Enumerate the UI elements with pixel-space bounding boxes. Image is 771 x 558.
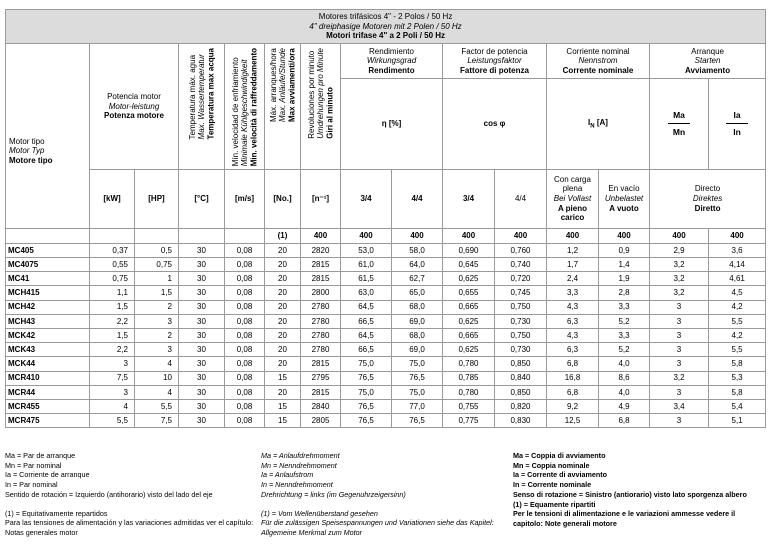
cell-e34: 64,5 bbox=[341, 328, 392, 342]
cell-iain: 4,2 bbox=[709, 300, 766, 314]
cell-c34: 0,665 bbox=[443, 328, 495, 342]
cell-kw: 7,5 bbox=[90, 371, 135, 385]
table-row bbox=[6, 300, 766, 314]
cell-mamn: 3,2 bbox=[650, 258, 709, 272]
table-row bbox=[6, 314, 766, 328]
cell-iain: 5,4 bbox=[709, 399, 766, 413]
cell-ifl: 2,4 bbox=[547, 272, 599, 286]
cell-mamn: 2,9 bbox=[650, 243, 709, 257]
cell-rpm: 2805 bbox=[301, 414, 341, 428]
table-title bbox=[6, 10, 766, 44]
cell-e44: 77,0 bbox=[392, 399, 443, 413]
cell-iain: 5,1 bbox=[709, 414, 766, 428]
cell-t: 30 bbox=[179, 385, 225, 399]
title-es: Motores trifásicos 4" - 2 Polos / 50 Hz bbox=[318, 12, 453, 22]
table-row bbox=[6, 399, 766, 413]
cell-ifl: 4,3 bbox=[547, 328, 599, 342]
sub-cos44: 400 bbox=[495, 228, 547, 243]
cell-s: 15 bbox=[265, 399, 301, 413]
cell-t: 30 bbox=[179, 286, 225, 300]
cell-mamn: 3 bbox=[650, 314, 709, 328]
cell-t: 30 bbox=[179, 272, 225, 286]
cell-mamn: 3 bbox=[650, 357, 709, 371]
table-row bbox=[6, 258, 766, 272]
cell-kw: 4 bbox=[90, 399, 135, 413]
cell-rpm: 2795 bbox=[301, 371, 341, 385]
cell-kw: 0,75 bbox=[90, 272, 135, 286]
cell-e34: 61,0 bbox=[341, 258, 392, 272]
power-header: Potencia motor Motor-leistung Potenza motore bbox=[90, 44, 179, 170]
cell-hp: 4 bbox=[135, 357, 179, 371]
cell-mamn: 3 bbox=[650, 300, 709, 314]
sub-starts: (1) bbox=[265, 228, 301, 243]
startup-header: Arranque Starten Avviamento bbox=[650, 44, 766, 79]
cell-e44: 58,0 bbox=[392, 243, 443, 257]
cell-e44: 68,0 bbox=[392, 328, 443, 342]
cell-ifl: 16,8 bbox=[547, 371, 599, 385]
cell-c34: 0,625 bbox=[443, 314, 495, 328]
cell-rpm: 2815 bbox=[301, 272, 341, 286]
cell-c44: 0,750 bbox=[495, 328, 547, 342]
cell-c34: 0,655 bbox=[443, 286, 495, 300]
cell-c34: 0,645 bbox=[443, 258, 495, 272]
sub-ma-mn: 400 bbox=[650, 228, 709, 243]
cell-c34: 0,775 bbox=[443, 414, 495, 428]
table-row bbox=[6, 357, 766, 371]
no-load-header: En vacío Unbelastet A vuoto bbox=[599, 169, 650, 228]
cell-inl: 8,6 bbox=[599, 371, 650, 385]
cell-v: 0,08 bbox=[225, 300, 265, 314]
cell-iain: 5,5 bbox=[709, 314, 766, 328]
cell-inl: 0,9 bbox=[599, 243, 650, 257]
footnotes-de: Ma = Anlaufdrehmoment Mn = Nenndrehmoment Ia = Anlaufstrom In = Nenndrehmoment Drehrichtung = links (im Gegenuhrzeigersinn) (1) = Vom Wellenüberstand gesehen Für die zulässigen Speisespannungen und Variationen siehe das Kapitel: Allgemeine Merkmal zum Motor bbox=[261, 451, 494, 537]
table-row bbox=[6, 371, 766, 385]
starts-header: Máx. arranques/hora Max. Anläufe/Stunde Max avviamenti/ora bbox=[265, 44, 301, 170]
cell-mamn: 3,4 bbox=[650, 399, 709, 413]
header-row-units bbox=[6, 169, 766, 228]
table-row bbox=[6, 328, 766, 342]
cell-e44: 75,0 bbox=[392, 357, 443, 371]
cell-iain: 4,14 bbox=[709, 258, 766, 272]
motor-name-cell: MCR44 bbox=[6, 385, 90, 399]
cell-c34: 0,625 bbox=[443, 272, 495, 286]
cell-mamn: 3,2 bbox=[650, 371, 709, 385]
cell-rpm: 2780 bbox=[301, 328, 341, 342]
cell-c44: 0,820 bbox=[495, 399, 547, 413]
cell-inl: 5,2 bbox=[599, 343, 650, 357]
cell-t: 30 bbox=[179, 258, 225, 272]
cell-v: 0,08 bbox=[225, 399, 265, 413]
cell-s: 20 bbox=[265, 314, 301, 328]
unit-ms: [m/s] bbox=[225, 169, 265, 228]
cell-t: 30 bbox=[179, 399, 225, 413]
cell-ifl: 12,5 bbox=[547, 414, 599, 428]
cell-inl: 4,0 bbox=[599, 357, 650, 371]
cell-rpm: 2840 bbox=[301, 399, 341, 413]
cell-c44: 0,730 bbox=[495, 314, 547, 328]
cell-iain: 4,5 bbox=[709, 286, 766, 300]
cell-t: 30 bbox=[179, 357, 225, 371]
title-it: Motori trifase 4" a 2 Poli / 50 Hz bbox=[326, 31, 446, 41]
cell-e44: 69,0 bbox=[392, 343, 443, 357]
cell-kw: 2,2 bbox=[90, 343, 135, 357]
unit-kw: [kW] bbox=[90, 169, 135, 228]
cell-mamn: 3 bbox=[650, 414, 709, 428]
cell-kw: 5,5 bbox=[90, 414, 135, 428]
table-row bbox=[6, 272, 766, 286]
motor-name-cell: MCR475 bbox=[6, 414, 90, 428]
motor-name-cell: MCH415 bbox=[6, 286, 90, 300]
cell-hp: 7,5 bbox=[135, 414, 179, 428]
cell-iain: 5,3 bbox=[709, 371, 766, 385]
cell-mamn: 3,2 bbox=[650, 272, 709, 286]
cell-ifl: 3,3 bbox=[547, 286, 599, 300]
cell-inl: 4,0 bbox=[599, 385, 650, 399]
cell-kw: 0,55 bbox=[90, 258, 135, 272]
unit-hp: [HP] bbox=[135, 169, 179, 228]
table-row bbox=[6, 343, 766, 357]
velocity-header: Mín. velocidad de enfriamiento Minimale Kühlgeschwindigkeit Min. velocità di raffreddamento bbox=[225, 44, 265, 170]
cell-v: 0,08 bbox=[225, 243, 265, 257]
cell-hp: 10 bbox=[135, 371, 179, 385]
footnotes-it: Ma = Coppia di avviamento Mn = Coppia nominale Ia = Corrente di avviamento In = Corrente nominale Senso di rotazione = Sinistro (antiorario) visto lato sporgenza albero (1) = Equamente ripartiti Per le tensioni di alimentazione e le variazioni ammesse vedere il capitolo: Note generali motore bbox=[513, 451, 747, 528]
sub-ia-in: 400 bbox=[709, 228, 766, 243]
unit-celsius: [°C] bbox=[179, 169, 225, 228]
cell-kw: 1,1 bbox=[90, 286, 135, 300]
cell-c34: 0,785 bbox=[443, 371, 495, 385]
cell-v: 0,08 bbox=[225, 328, 265, 342]
cell-c44: 0,840 bbox=[495, 371, 547, 385]
cell-c44: 0,745 bbox=[495, 286, 547, 300]
eta-44: 4/4 bbox=[392, 169, 443, 228]
cell-c44: 0,740 bbox=[495, 258, 547, 272]
cell-c44: 0,720 bbox=[495, 272, 547, 286]
sub-eta44: 400 bbox=[392, 228, 443, 243]
table-row bbox=[6, 286, 766, 300]
cell-inl: 5,2 bbox=[599, 314, 650, 328]
cell-t: 30 bbox=[179, 414, 225, 428]
cell-e34: 76,5 bbox=[341, 399, 392, 413]
cell-v: 0,08 bbox=[225, 385, 265, 399]
cell-s: 15 bbox=[265, 414, 301, 428]
in-header: $I_N$ [A] bbox=[547, 79, 650, 169]
cell-v: 0,08 bbox=[225, 272, 265, 286]
cell-c34: 0,625 bbox=[443, 343, 495, 357]
cell-c34: 0,665 bbox=[443, 300, 495, 314]
ia-in-header: $\frac{Ia}{In}$ bbox=[709, 79, 766, 169]
cell-t: 30 bbox=[179, 343, 225, 357]
cell-rpm: 2780 bbox=[301, 343, 341, 357]
cell-inl: 6,8 bbox=[599, 414, 650, 428]
cell-iain: 3,6 bbox=[709, 243, 766, 257]
cell-ifl: 6,8 bbox=[547, 385, 599, 399]
cell-ifl: 1,7 bbox=[547, 258, 599, 272]
cell-s: 20 bbox=[265, 272, 301, 286]
sub-eta34: 400 bbox=[341, 228, 392, 243]
cell-ifl: 6,8 bbox=[547, 357, 599, 371]
eta-header: η [%] bbox=[341, 79, 443, 169]
cosphi-header: cos φ bbox=[443, 79, 547, 169]
motor-name-cell: MC4075 bbox=[6, 258, 90, 272]
cell-inl: 1,4 bbox=[599, 258, 650, 272]
footnotes-es: Ma = Par de arranque Mn = Par nominal Ia = Corriente de arranque In = Par nominal Sentido de rotación = Izquierdo (antihorario) visto del lado del eje (1) = Equitativamente repartidos Para las tensiones de alimentación y las variaciones admitidas ver el capítulo: Notas generales motor bbox=[5, 451, 254, 537]
cell-e34: 76,5 bbox=[341, 414, 392, 428]
cell-e44: 75,0 bbox=[392, 385, 443, 399]
cell-iain: 5,8 bbox=[709, 357, 766, 371]
table-row bbox=[6, 414, 766, 428]
cell-e44: 64,0 bbox=[392, 258, 443, 272]
temperature-header: Temperatura máx. agua Max. Wassertemperatur Temperatura max acqua bbox=[179, 44, 225, 170]
table-title-row bbox=[6, 10, 766, 44]
cell-e44: 76,5 bbox=[392, 414, 443, 428]
motor-type-header: Motor tipo Motor Typ Motore tipo bbox=[6, 44, 90, 229]
motor-name-cell: MCH43 bbox=[6, 314, 90, 328]
cell-hp: 1,5 bbox=[135, 286, 179, 300]
motor-name-cell: MCK43 bbox=[6, 343, 90, 357]
motor-name-cell: MCK44 bbox=[6, 357, 90, 371]
cell-hp: 0,75 bbox=[135, 258, 179, 272]
cell-c44: 0,750 bbox=[495, 300, 547, 314]
cell-t: 30 bbox=[179, 243, 225, 257]
cell-s: 20 bbox=[265, 343, 301, 357]
cell-v: 0,08 bbox=[225, 357, 265, 371]
cell-kw: 3 bbox=[90, 357, 135, 371]
sub-in-empty: 400 bbox=[599, 228, 650, 243]
motor-name-cell: MCK42 bbox=[6, 328, 90, 342]
cell-e34: 61,5 bbox=[341, 272, 392, 286]
cell-v: 0,08 bbox=[225, 258, 265, 272]
header-row-1 bbox=[6, 44, 766, 79]
cell-rpm: 2820 bbox=[301, 243, 341, 257]
cell-inl: 3,3 bbox=[599, 300, 650, 314]
motor-name-cell: MCR410 bbox=[6, 371, 90, 385]
current-header: Corriente nominal Nennstrom Corrente nominale bbox=[547, 44, 650, 79]
cell-t: 30 bbox=[179, 314, 225, 328]
ma-mn-header: $\frac{Ma}{Mn}$ bbox=[650, 79, 709, 169]
cell-kw: 0,37 bbox=[90, 243, 135, 257]
cell-hp: 4 bbox=[135, 385, 179, 399]
sub-cos34: 400 bbox=[443, 228, 495, 243]
cell-ifl: 9,2 bbox=[547, 399, 599, 413]
header-row-voltage bbox=[6, 228, 766, 243]
cell-e44: 65,0 bbox=[392, 286, 443, 300]
eta-34: 3/4 bbox=[341, 169, 392, 228]
cell-s: 20 bbox=[265, 385, 301, 399]
cell-hp: 3 bbox=[135, 314, 179, 328]
motor-rows bbox=[6, 243, 766, 427]
efficiency-header: Rendimiento Wirkungsgrad Rendimento bbox=[341, 44, 443, 79]
cell-iain: 5,5 bbox=[709, 343, 766, 357]
cell-kw: 2,2 bbox=[90, 314, 135, 328]
cos-34: 3/4 bbox=[443, 169, 495, 228]
cell-rpm: 2815 bbox=[301, 385, 341, 399]
cell-c34: 0,780 bbox=[443, 385, 495, 399]
cell-mamn: 3,2 bbox=[650, 286, 709, 300]
cell-hp: 3 bbox=[135, 343, 179, 357]
cell-e34: 63,0 bbox=[341, 286, 392, 300]
cell-c44: 0,850 bbox=[495, 357, 547, 371]
cell-t: 30 bbox=[179, 328, 225, 342]
cell-e44: 62,7 bbox=[392, 272, 443, 286]
cell-e34: 76,5 bbox=[341, 371, 392, 385]
cell-hp: 1 bbox=[135, 272, 179, 286]
cell-inl: 2,8 bbox=[599, 286, 650, 300]
cell-iain: 4,61 bbox=[709, 272, 766, 286]
cell-e34: 64,5 bbox=[341, 300, 392, 314]
cell-rpm: 2800 bbox=[301, 286, 341, 300]
cell-inl: 1,9 bbox=[599, 272, 650, 286]
direct-header: Directo Direktes Diretto bbox=[650, 169, 766, 228]
cell-e34: 66,5 bbox=[341, 343, 392, 357]
motor-name-cell: MCR455 bbox=[6, 399, 90, 413]
motor-name-cell: MCH42 bbox=[6, 300, 90, 314]
cell-s: 20 bbox=[265, 328, 301, 342]
cell-t: 30 bbox=[179, 371, 225, 385]
motor-spec-table bbox=[5, 9, 766, 428]
cell-rpm: 2815 bbox=[301, 357, 341, 371]
cell-ifl: 6,3 bbox=[547, 343, 599, 357]
power-factor-header: Factor de potencia Leistungsfaktor Fattore di potenza bbox=[443, 44, 547, 79]
cell-s: 20 bbox=[265, 300, 301, 314]
title-de: 4" dreiphasige Motoren mit 2 Polen / 50 Hz bbox=[309, 21, 462, 31]
cell-e34: 75,0 bbox=[341, 357, 392, 371]
cell-e34: 53,0 bbox=[341, 243, 392, 257]
cell-c44: 0,830 bbox=[495, 414, 547, 428]
cell-s: 20 bbox=[265, 357, 301, 371]
motor-name-cell: MC41 bbox=[6, 272, 90, 286]
cell-s: 20 bbox=[265, 243, 301, 257]
cell-c34: 0,780 bbox=[443, 357, 495, 371]
unit-no: [No.] bbox=[265, 169, 301, 228]
cell-hp: 5,5 bbox=[135, 399, 179, 413]
full-load-header: Con carga plena Bei Vollast A pieno carico bbox=[547, 169, 599, 228]
cell-hp: 0,5 bbox=[135, 243, 179, 257]
cell-v: 0,08 bbox=[225, 371, 265, 385]
cell-c44: 0,730 bbox=[495, 343, 547, 357]
cell-v: 0,08 bbox=[225, 314, 265, 328]
cell-iain: 5,8 bbox=[709, 385, 766, 399]
cell-rpm: 2815 bbox=[301, 258, 341, 272]
cell-kw: 1,5 bbox=[90, 300, 135, 314]
sub-rpm: 400 bbox=[301, 228, 341, 243]
cell-v: 0,08 bbox=[225, 414, 265, 428]
cell-s: 20 bbox=[265, 286, 301, 300]
sub-in-full: 400 bbox=[547, 228, 599, 243]
cell-t: 30 bbox=[179, 300, 225, 314]
cell-c44: 0,850 bbox=[495, 385, 547, 399]
table-row bbox=[6, 385, 766, 399]
cell-ifl: 4,3 bbox=[547, 300, 599, 314]
cell-inl: 4,9 bbox=[599, 399, 650, 413]
table-row bbox=[6, 243, 766, 257]
cell-v: 0,08 bbox=[225, 343, 265, 357]
cell-inl: 3,3 bbox=[599, 328, 650, 342]
cell-e44: 76,5 bbox=[392, 371, 443, 385]
cell-mamn: 3 bbox=[650, 343, 709, 357]
cell-c34: 0,690 bbox=[443, 243, 495, 257]
cell-e44: 68,0 bbox=[392, 300, 443, 314]
cell-e34: 66,5 bbox=[341, 314, 392, 328]
cell-hp: 2 bbox=[135, 328, 179, 342]
cell-kw: 3 bbox=[90, 385, 135, 399]
cell-mamn: 3 bbox=[650, 385, 709, 399]
cell-e34: 75,0 bbox=[341, 385, 392, 399]
cell-s: 15 bbox=[265, 371, 301, 385]
cell-e44: 69,0 bbox=[392, 314, 443, 328]
cell-ifl: 6,3 bbox=[547, 314, 599, 328]
motor-name-cell: MC405 bbox=[6, 243, 90, 257]
rpm-header: Revoluciones por minuto Umdrehungen pro Minute Giri al minuto bbox=[301, 44, 341, 170]
cos-44: 4/4 bbox=[495, 169, 547, 228]
unit-rpm: [n⁻¹] bbox=[301, 169, 341, 228]
cell-mamn: 3 bbox=[650, 328, 709, 342]
cell-v: 0,08 bbox=[225, 286, 265, 300]
cell-iain: 4,2 bbox=[709, 328, 766, 342]
cell-hp: 2 bbox=[135, 300, 179, 314]
cell-s: 20 bbox=[265, 258, 301, 272]
cell-ifl: 1,2 bbox=[547, 243, 599, 257]
cell-rpm: 2780 bbox=[301, 300, 341, 314]
cell-c44: 0,760 bbox=[495, 243, 547, 257]
cell-c34: 0,755 bbox=[443, 399, 495, 413]
cell-rpm: 2780 bbox=[301, 314, 341, 328]
cell-kw: 1,5 bbox=[90, 328, 135, 342]
